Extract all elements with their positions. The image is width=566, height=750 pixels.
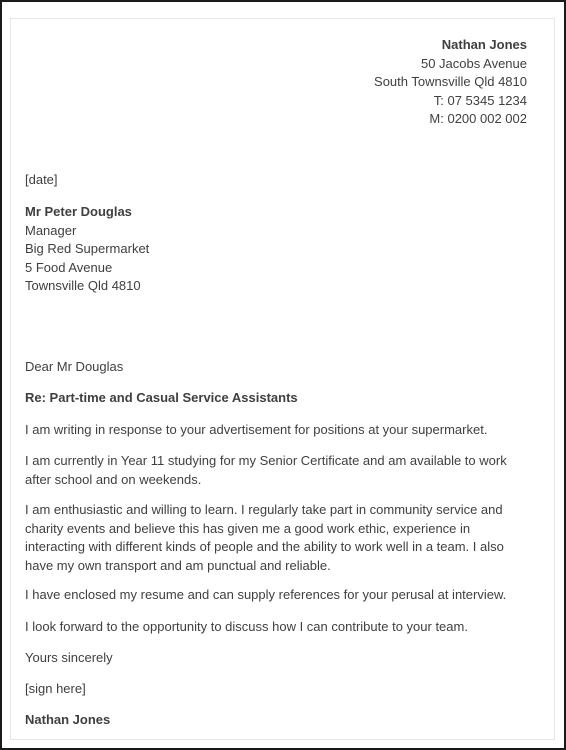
recipient-title: Manager	[25, 222, 77, 238]
body-paragraph: I am enthusiastic and willing to learn. I regularly take part in community service and charity events and believe this has given me a good work ethic, experience in interacting with different kinds of people and the ability to work well in a team. I also have my own transport and am punctual and reliable.	[25, 502, 504, 573]
recipient-city: Townsville Qld 4810	[25, 278, 141, 293]
closing: Yours sincerely	[25, 650, 113, 665]
sender-phone: T: 07 5345 1234	[433, 92, 527, 108]
body-paragraph: I look forward to the opportunity to discuss how I can contribute to your team.	[25, 619, 468, 634]
recipient-address-block	[25, 203, 149, 296]
sender-name: Nathan Jones	[441, 37, 527, 52]
recipient-company: Big Red Supermarket	[25, 241, 150, 256]
body-paragraph: I have enclosed my resume and can supply references for your perusal at interview.	[25, 587, 507, 602]
sender-street: 50 Jacobs Avenue	[420, 55, 527, 71]
sender-city: South Townsville Qld 4810	[374, 74, 527, 89]
signoff-name: Nathan Jones	[25, 712, 111, 727]
letter-page	[10, 18, 555, 740]
sender-address-block	[374, 36, 527, 129]
letter-date: [date]	[25, 172, 58, 187]
salutation: Dear Mr Douglas	[25, 359, 124, 374]
recipient-street: 5 Food Avenue	[25, 259, 113, 275]
body-paragraph: I am currently in Year 11 studying for my Senior Certificate and am available to work after school and on weekends.	[25, 453, 507, 487]
signature-placeholder: [sign here]	[25, 681, 86, 696]
subject-line: Re: Part-time and Casual Service Assistants	[25, 390, 298, 405]
recipient-name: Mr Peter Douglas	[25, 204, 132, 219]
body-paragraph: I am writing in response to your advertisement for positions at your supermarket.	[25, 422, 488, 437]
sender-mobile: M: 0200 002 002	[429, 111, 527, 126]
